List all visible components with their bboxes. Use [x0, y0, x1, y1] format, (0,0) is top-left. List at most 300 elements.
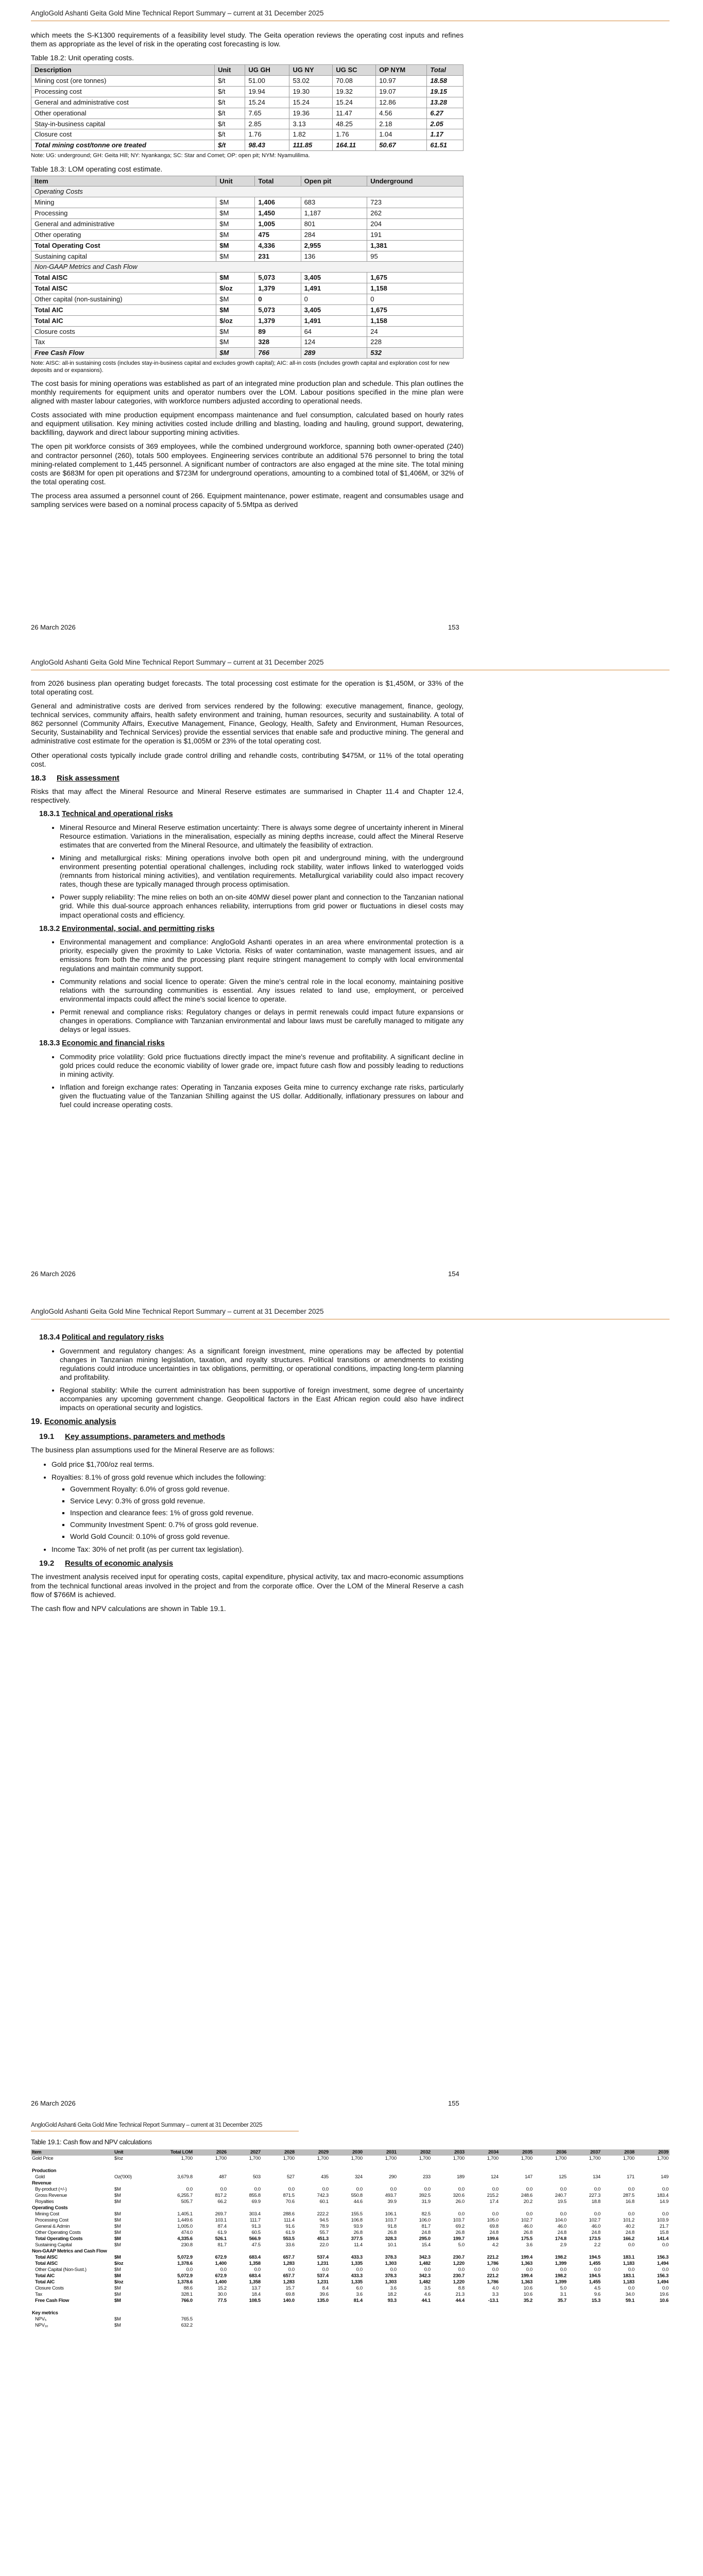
year-value: 46.0 [591, 2224, 601, 2230]
year-value: 87.4 [217, 2224, 227, 2230]
risk-intro-paragraph: Risks that may affect the Mineral Resource and Mineral Reserve estimates are summarised in Chapter 11.4 and Chapter 12.4, respectively. [31, 787, 464, 805]
table-cell: 262 [367, 208, 464, 219]
year-value: 147 [524, 2174, 533, 2180]
year-header: 2035 [500, 2149, 534, 2156]
assumptions-intro: The business plan assumptions used for the Mineral Reserve are as follows: [31, 1446, 275, 1454]
year-value: 1,400 [215, 2261, 227, 2267]
year-value: 9.6 [594, 2292, 601, 2298]
year-value: 18.4 [251, 2292, 261, 2298]
footer-date: 26 March 2026 [31, 2099, 76, 2107]
table-row [31, 2292, 670, 2298]
table-18-2-note: Note: UG: underground; GH: Geita Hill; NY: Nyankanga; SC: Star and Comet; OP: open pit; NYM: Nyamulilima. [31, 152, 310, 159]
year-header: 2033 [432, 2149, 466, 2156]
table-row [31, 219, 464, 230]
column-header: Unit [113, 2149, 133, 2156]
row-total [133, 2205, 194, 2211]
year-value: 328.3 [385, 2236, 397, 2242]
table-row [31, 2310, 670, 2316]
table-cell: 10.97 [376, 76, 427, 87]
year-header: 2036 [534, 2149, 568, 2156]
table-cell: 1,406 [255, 197, 301, 208]
year-value: 0.0 [390, 2187, 397, 2193]
year-value [296, 2205, 330, 2211]
row-unit: $M [114, 2323, 121, 2329]
year-value: 0.0 [220, 2267, 227, 2273]
year-value [602, 2304, 636, 2310]
table-cell: 4.56 [376, 108, 427, 118]
year-value [194, 2316, 228, 2323]
column-header: UG GH [245, 65, 289, 76]
year-value: 10.1 [387, 2242, 397, 2248]
year-value [534, 2248, 568, 2255]
year-value: 342.3 [419, 2255, 431, 2261]
row-total [133, 2168, 194, 2174]
year-value: 16.8 [625, 2199, 635, 2205]
year-value: 183.1 [623, 2255, 635, 2261]
table-cell: 191 [367, 229, 464, 240]
row-label: Total Operating Costs [35, 2236, 83, 2242]
row-total: 1,005.0 [177, 2224, 193, 2230]
year-value: 111.7 [250, 2217, 261, 2224]
column-header: Description [31, 65, 215, 76]
year-value [500, 2248, 534, 2255]
year-value [296, 2316, 330, 2323]
section-19-heading: 19. Economic analysis [31, 1417, 116, 1427]
year-value: 1,400 [215, 2279, 227, 2285]
year-value: 173.5 [589, 2236, 601, 2242]
year-value [568, 2316, 602, 2323]
year-header: 2031 [364, 2149, 398, 2156]
section-18-3-1-heading: 18.3.1 Technical and operational risks [39, 810, 173, 819]
year-value: 871.5 [283, 2193, 295, 2199]
year-value: 1,303 [385, 2279, 397, 2285]
body-paragraph: Costs associated with mine production equipment encompass maintenance and fuel consumption, calculated based on hourly rates and equipment utilisation. Key mining activities costed include drilling and blasting, loading and hauling, ground support, dewatering, backfilling, daywork and direct labour supporting mining activities. [31, 411, 464, 437]
table-row [31, 326, 464, 337]
year-value [602, 2168, 636, 2174]
column-header: Total [255, 176, 301, 187]
row-unit: $M [114, 2193, 121, 2199]
year-value: 433.3 [351, 2255, 363, 2261]
year-value: 0.0 [662, 2285, 668, 2292]
row-label: Gold Price [32, 2156, 54, 2162]
year-value: 17.4 [489, 2199, 499, 2205]
row-label: Processing Cost [35, 2217, 68, 2224]
year-value: 0.0 [288, 2267, 295, 2273]
year-value: 1,700 [351, 2156, 363, 2162]
year-value: 59.1 [625, 2298, 635, 2304]
year-value: 15.7 [285, 2285, 295, 2292]
table-cell: Processing cost [31, 86, 215, 97]
row-unit: $M [114, 2230, 121, 2236]
year-value [636, 2180, 670, 2187]
year-value [398, 2205, 432, 2211]
table-cell: Closure cost [31, 129, 215, 140]
row-total [133, 2248, 194, 2255]
row-label: Total AISC [35, 2261, 58, 2267]
year-value: 493.7 [385, 2193, 397, 2199]
year-value: 0.0 [458, 2211, 465, 2217]
year-value: 1,700 [215, 2156, 227, 2162]
table-row [31, 2242, 670, 2248]
table-cell: $/oz [216, 283, 255, 294]
table-row [31, 108, 464, 118]
year-value: 1,494 [657, 2261, 668, 2267]
year-value [262, 2162, 296, 2168]
year-value [636, 2310, 670, 2316]
table-cell: Stay-in-business capital [31, 118, 215, 129]
year-value [432, 2180, 466, 2187]
table-cell: $/t [215, 108, 245, 118]
year-value: 0.0 [662, 2187, 668, 2193]
list-item: ▪ Community Investment Spent: 0.7% of gross gold revenue. [70, 1520, 464, 1529]
table-row [31, 208, 464, 219]
table-cell: Other operational [31, 108, 215, 118]
lom-operating-cost-table [31, 176, 464, 359]
year-value: 199.6 [487, 2236, 499, 2242]
row-total: 328.1 [181, 2292, 193, 2298]
list-item: ▪ Service Levy: 0.3% of gross gold revenue. [70, 1497, 464, 1505]
table-cell: 124 [301, 337, 367, 348]
year-value: 8.4 [322, 2285, 329, 2292]
table-cell: 15.24 [289, 97, 333, 108]
year-value: 15.8 [659, 2230, 668, 2236]
table-cell: 284 [301, 229, 367, 240]
table-row [31, 2156, 670, 2162]
table-row [31, 2187, 670, 2193]
year-value: 378.3 [385, 2255, 397, 2261]
row-total: 1,378.6 [177, 2261, 193, 2267]
table-cell: $/t [215, 76, 245, 87]
royalty-items-list [52, 1485, 464, 1541]
year-value [398, 2162, 432, 2168]
year-value [432, 2316, 466, 2323]
year-value [228, 2168, 262, 2174]
table-row [31, 2316, 670, 2323]
year-value: 19.6 [659, 2292, 668, 2298]
row-unit: $/oz [114, 2261, 124, 2267]
year-value: 817.2 [215, 2193, 227, 2199]
table-cell: 51.00 [245, 76, 289, 87]
year-value: 104.0 [555, 2217, 567, 2224]
list-item: • Environmental management and compliance: AngloGold Ashanti operates in an area where environmental protection is a priority, especially given the proximity to Lake Victoria. Risks of water contamination, waste management issues, and air emissions from both the mine and the processing plant require stringent management to comply with local environmental regulations and maintain community support. [60, 938, 464, 973]
row-label [31, 2304, 113, 2310]
year-value [636, 2323, 670, 2329]
year-value: 1,786 [487, 2261, 499, 2267]
year-value [364, 2180, 398, 2187]
year-value [296, 2180, 330, 2187]
year-value [262, 2205, 296, 2211]
year-value: 0.0 [662, 2211, 668, 2217]
row-unit: Oz('000) [114, 2174, 132, 2180]
year-value [296, 2323, 330, 2329]
table-cell: 475 [255, 229, 301, 240]
table-cell: $M [216, 337, 255, 348]
year-value: 26.8 [455, 2230, 465, 2236]
year-value: 295.0 [419, 2236, 431, 2242]
year-value [432, 2310, 466, 2316]
table-cell: 228 [367, 337, 464, 348]
year-value [296, 2168, 330, 2174]
year-value: 290 [388, 2174, 397, 2180]
year-value: 287.5 [623, 2193, 635, 2199]
running-header: AngloGold Ashanti Geita Gold Mine Technical Report Summary – current at 31 December 2025 [31, 9, 324, 17]
year-header: 2038 [602, 2149, 636, 2156]
year-value [432, 2205, 466, 2211]
table-row [31, 2230, 670, 2236]
year-value [534, 2162, 568, 2168]
year-value: 156.3 [657, 2273, 668, 2279]
year-value [466, 2248, 500, 2255]
table-cell: 1,491 [301, 283, 367, 294]
year-value: 44.1 [421, 2298, 431, 2304]
year-value: 141.4 [657, 2236, 668, 2242]
year-value: 3.1 [560, 2292, 567, 2298]
year-value: 451.3 [317, 2236, 329, 2242]
table-cell: 2,955 [301, 240, 367, 251]
table-cell: Sustaining capital [31, 251, 216, 262]
row-unit: $M [114, 2316, 121, 2323]
table-cell: 1,450 [255, 208, 301, 219]
year-value: 0.0 [594, 2187, 601, 2193]
year-value [602, 2205, 636, 2211]
row-unit: $M [114, 2187, 121, 2193]
list-item: ▪ Inspection and clearance fees: 1% of gross gold revenue. [70, 1509, 464, 1517]
year-value [364, 2162, 398, 2168]
row-unit: $M [114, 2224, 121, 2230]
list-item: • Power supply reliability: The mine relies on both an on-site 40MW diesel power plant and connection to the Tanzanian national grid. While this dual-source approach enhances reliability, interruptions from grid power or fluctuations in diesel costs may impact operational costs and efficiency. [60, 893, 464, 919]
year-value: 66.2 [217, 2199, 227, 2205]
year-value: 13.7 [251, 2285, 261, 2292]
row-label: Total AIC [35, 2273, 55, 2279]
year-value: 742.3 [317, 2193, 329, 2199]
year-value [398, 2310, 432, 2316]
table-cell: 19.94 [245, 86, 289, 97]
year-value: 1,482 [419, 2261, 431, 2267]
table-cell: 204 [367, 219, 464, 230]
year-value: 1,183 [623, 2261, 635, 2267]
table-cell: Tax [31, 337, 216, 348]
table-row [31, 2279, 670, 2285]
row-label: Revenue [32, 2180, 52, 2187]
year-value: 47.5 [251, 2242, 261, 2248]
year-value [194, 2323, 228, 2329]
year-value: 103.1 [215, 2217, 227, 2224]
table-cell: 24 [367, 326, 464, 337]
year-value [262, 2180, 296, 2187]
year-value: 0.0 [492, 2267, 499, 2273]
row-label: Sustaining Capital [35, 2242, 72, 2248]
table-cell: $/t [215, 86, 245, 97]
year-value: 10.6 [523, 2285, 533, 2292]
table-cell: $M [216, 219, 255, 230]
year-value: 392.5 [419, 2193, 431, 2199]
table-cell: 19.30 [289, 86, 333, 97]
table-cell: 15.24 [333, 97, 376, 108]
table-cell: $M [216, 240, 255, 251]
year-value [568, 2162, 602, 2168]
year-value [568, 2323, 602, 2329]
table-cell: 3,405 [301, 273, 367, 283]
year-value [228, 2205, 262, 2211]
year-value: 105.0 [487, 2217, 499, 2224]
year-value: 1,399 [555, 2261, 567, 2267]
economic-risks-list [31, 1053, 464, 1109]
row-unit: $M [114, 2217, 121, 2224]
year-value: 0.0 [628, 2285, 635, 2292]
year-value [330, 2304, 364, 2310]
year-value: 303.4 [249, 2211, 261, 2217]
year-value [636, 2316, 670, 2323]
year-value [228, 2310, 262, 2316]
year-value [194, 2180, 228, 2187]
total-row [31, 140, 464, 151]
row-total: 765.5 [181, 2316, 193, 2323]
row-total: 474.0 [181, 2230, 193, 2236]
year-value [534, 2323, 568, 2329]
year-value [330, 2316, 364, 2323]
table-cell: 50.67 [376, 140, 427, 151]
year-value: 175.5 [521, 2236, 533, 2242]
table-cell: $/oz [216, 315, 255, 326]
year-value: 1,399 [555, 2279, 567, 2285]
column-header: Unit [215, 65, 245, 76]
year-value: 0.0 [526, 2267, 533, 2273]
year-value [636, 2304, 670, 2310]
column-header: Open pit [301, 176, 367, 187]
year-value: 69.2 [455, 2224, 465, 2230]
year-value: 0.0 [492, 2187, 499, 2193]
year-value: 102.7 [589, 2217, 601, 2224]
table-row [31, 2267, 670, 2273]
year-value: 103.7 [385, 2217, 397, 2224]
year-value [466, 2205, 500, 2211]
results-paragraph: The investment analysis received input for operating costs, capital expenditure, physical activity, tax and macro-economic assumptions from the technical functional areas involved in the project and from the corporate office. Over the LOM of the Mineral Reserve a cash flow of $766M is achieved. [31, 1572, 464, 1599]
year-value: 1,700 [453, 2156, 465, 2162]
year-value [500, 2304, 534, 2310]
year-value [602, 2310, 636, 2316]
year-value: 108.5 [249, 2298, 261, 2304]
year-value: 106.8 [351, 2217, 363, 2224]
year-value: 14.9 [659, 2199, 668, 2205]
year-value: 3.6 [356, 2292, 363, 2298]
year-header: 2026 [194, 2149, 228, 2156]
year-value: 18.8 [591, 2199, 601, 2205]
year-value: 24.8 [421, 2230, 431, 2236]
table-row [31, 2255, 670, 2261]
year-value: 39.9 [387, 2199, 397, 2205]
table-cell: 2.18 [376, 118, 427, 129]
table-cell: $/t [215, 140, 245, 151]
year-value: 0.0 [254, 2267, 261, 2273]
row-total: 632.2 [181, 2323, 193, 2329]
column-header: Item [31, 2149, 113, 2156]
year-header: 2030 [330, 2149, 364, 2156]
row-total: 0.0 [186, 2187, 193, 2193]
table-cell: 70.08 [333, 76, 376, 87]
year-value [364, 2323, 398, 2329]
year-value: 26.8 [523, 2230, 533, 2236]
year-value: 1,700 [555, 2156, 567, 2162]
year-value: 106.1 [385, 2211, 397, 2217]
year-value [364, 2316, 398, 2323]
row-unit [113, 2162, 133, 2168]
table-cell: 766 [255, 348, 301, 359]
row-label: Total AIC [35, 2279, 55, 2285]
year-value: 537.4 [317, 2255, 329, 2261]
row-total: 505.7 [181, 2199, 193, 2205]
body-paragraph: The open pit workforce consists of 369 employees, while the combined underground workforce, spanning both owner-operated (240) and contractor personnel (260), totals 500 employees. Engineering services contribute an additional 576 personnel to bring the total mining-related complement to 1,445 personnel. A significant number of contractors are also engaged at the mine site. The total mining costs are $683M for open pit operations and $723M for underground operations, amounting to a combined total of $1,406M, or 32% of the total operating cost. [31, 442, 464, 486]
year-value [194, 2248, 228, 2255]
table-cell: 683 [301, 197, 367, 208]
row-label: By-product (+/-) [35, 2187, 67, 2193]
table-row [31, 294, 464, 305]
year-value [398, 2316, 432, 2323]
year-value: 0.0 [662, 2267, 668, 2273]
year-value [194, 2310, 228, 2316]
year-value: 3.5 [424, 2285, 431, 2292]
year-value: 0.0 [594, 2211, 601, 2217]
year-value: 0.0 [288, 2187, 295, 2193]
row-total [133, 2304, 194, 2310]
year-value: 0.0 [628, 2211, 635, 2217]
year-value: 1,183 [623, 2279, 635, 2285]
year-value: 0.0 [526, 2211, 533, 2217]
table-cell: Other operating [31, 229, 216, 240]
row-unit: $M [114, 2292, 121, 2298]
year-value: 81.7 [421, 2224, 431, 2230]
year-value: 135.0 [317, 2298, 329, 2304]
row-label: Other Capital (Non-Sust.) [35, 2267, 87, 2273]
year-value: 566.9 [249, 2236, 261, 2242]
table-cell: 19.15 [427, 86, 464, 97]
row-label: Operating Costs [32, 2205, 68, 2211]
year-value: 4.0 [492, 2285, 499, 2292]
year-value: 1,363 [521, 2279, 533, 2285]
row-unit [113, 2304, 133, 2310]
year-value: 1,335 [351, 2279, 363, 2285]
year-value [228, 2304, 262, 2310]
table-cell: Closure costs [31, 326, 216, 337]
year-value: 10.6 [659, 2298, 668, 2304]
row-label: Production [32, 2168, 57, 2174]
row-label: Total AISC [35, 2255, 58, 2261]
footer-date: 26 March 2026 [31, 623, 76, 631]
table-cell: 328 [255, 337, 301, 348]
year-value [500, 2310, 534, 2316]
year-header: 2039 [636, 2149, 670, 2156]
table-cell: 95 [367, 251, 464, 262]
table-row [31, 337, 464, 348]
cash-flow-npv-table [31, 2149, 670, 2329]
row-unit: $M [114, 2298, 121, 2304]
section-18-3-2-heading: 18.3.2 Environmental, social, and permitting risks [39, 924, 215, 933]
table-row [31, 2174, 670, 2180]
year-value: 26.0 [455, 2199, 465, 2205]
body-paragraph: from 2026 business plan operating budget forecasts. The total processing cost estimate for the operation is $1,450M, or 33% of the total operating cost. [31, 679, 464, 697]
body-paragraph: The cost basis for mining operations was established as part of an integrated mine production plan and schedule. This plan outlines the monthly requirements for equipment units and operator numbers over the LOM. Labour positions specified in the mine plan were aligned with master labour categories, with workforce numbers adjusted according to operational needs. [31, 379, 464, 405]
year-value: 78.9 [319, 2224, 329, 2230]
row-label: Closure Costs [35, 2285, 64, 2292]
running-header: AngloGold Ashanti Geita Gold Mine Technical Report Summary – current at 31 December 2025 [31, 2122, 263, 2128]
table-row [31, 273, 464, 283]
year-value [262, 2323, 296, 2329]
table-row [31, 304, 464, 315]
year-value: 0.0 [390, 2267, 397, 2273]
running-header: AngloGold Ashanti Geita Gold Mine Technical Report Summary – current at 31 December 2025 [31, 658, 324, 666]
year-value: 0.0 [458, 2187, 465, 2193]
year-value: 19.5 [557, 2199, 567, 2205]
year-value [636, 2168, 670, 2174]
